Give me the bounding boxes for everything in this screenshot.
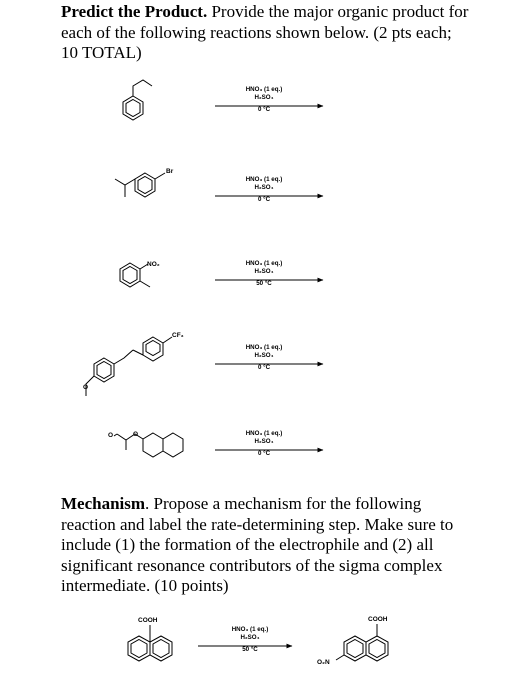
nitro-label: NO₂ — [147, 261, 160, 268]
acid-label: H₂SO₄ — [240, 634, 260, 641]
temperature-label: 50 °C — [256, 280, 272, 287]
acid-label: H₂SO₄ — [254, 352, 274, 359]
bromo-isopropylbenzene-structure — [115, 173, 165, 197]
cooh-start-label: COOH — [138, 617, 158, 624]
acid-label: H₂SO₄ — [254, 94, 274, 101]
temperature-label: 0 °C — [257, 106, 271, 113]
aryl-ester-structure — [114, 433, 183, 457]
ether-oxygen-label: O — [83, 384, 89, 391]
section-heading-mechanism: Mechanism — [61, 494, 146, 513]
nitro-product-label: O₂N — [317, 659, 330, 666]
reagent-label: HNO₃ (1 eq.) — [245, 260, 283, 267]
temperature-label: 50 °C — [242, 646, 258, 653]
temperature-label: 0 °C — [257, 196, 271, 203]
temperature-label: 0 °C — [257, 450, 271, 457]
section-heading-predict: Predict the Product. — [61, 2, 208, 21]
reagent-label: HNO₃ (1 eq.) — [245, 176, 283, 183]
nitro-naphthoic-acid-product-structure — [336, 624, 388, 661]
reagent-label: HNO₃ (1 eq.) — [231, 626, 269, 633]
bromo-label: Br — [166, 168, 174, 175]
trifluoromethyl-label: CF₃ — [172, 332, 184, 339]
reagent-label: HNO₃ (1 eq.) — [245, 430, 283, 437]
instructions-text: Provide the major organic product for each of the following reactions shown below. (2 pts each; 10 TOTAL) — [61, 2, 469, 62]
nitrotoluene-structure — [120, 263, 150, 287]
ester-oxygen-label: O — [133, 431, 139, 438]
acid-label: H₂SO₄ — [254, 184, 274, 191]
trifluoromethyl-aryl-ether-structure — [86, 337, 172, 396]
acid-label: H₂SO₄ — [254, 438, 274, 445]
acid-label: H₂SO₄ — [254, 268, 274, 275]
reagent-label: HNO₃ (1 eq.) — [245, 344, 283, 351]
carbonyl-oxygen-label: O — [108, 432, 114, 439]
temperature-label: 0 °C — [257, 364, 271, 371]
mechanism-text: . Propose a mechanism for the following reaction and label the rate-determining step. Make sure to include (1) the formation of the electrophile and (2) all significant resonance contributors of the sigma complex intermediate. (10 points) — [61, 494, 454, 595]
reagent-label: HNO₃ (1 eq.) — [245, 86, 283, 93]
propylbenzene-structure — [123, 80, 152, 120]
cooh-product-label: COOH — [368, 616, 388, 623]
naphthoic-acid-structure — [128, 625, 172, 661]
